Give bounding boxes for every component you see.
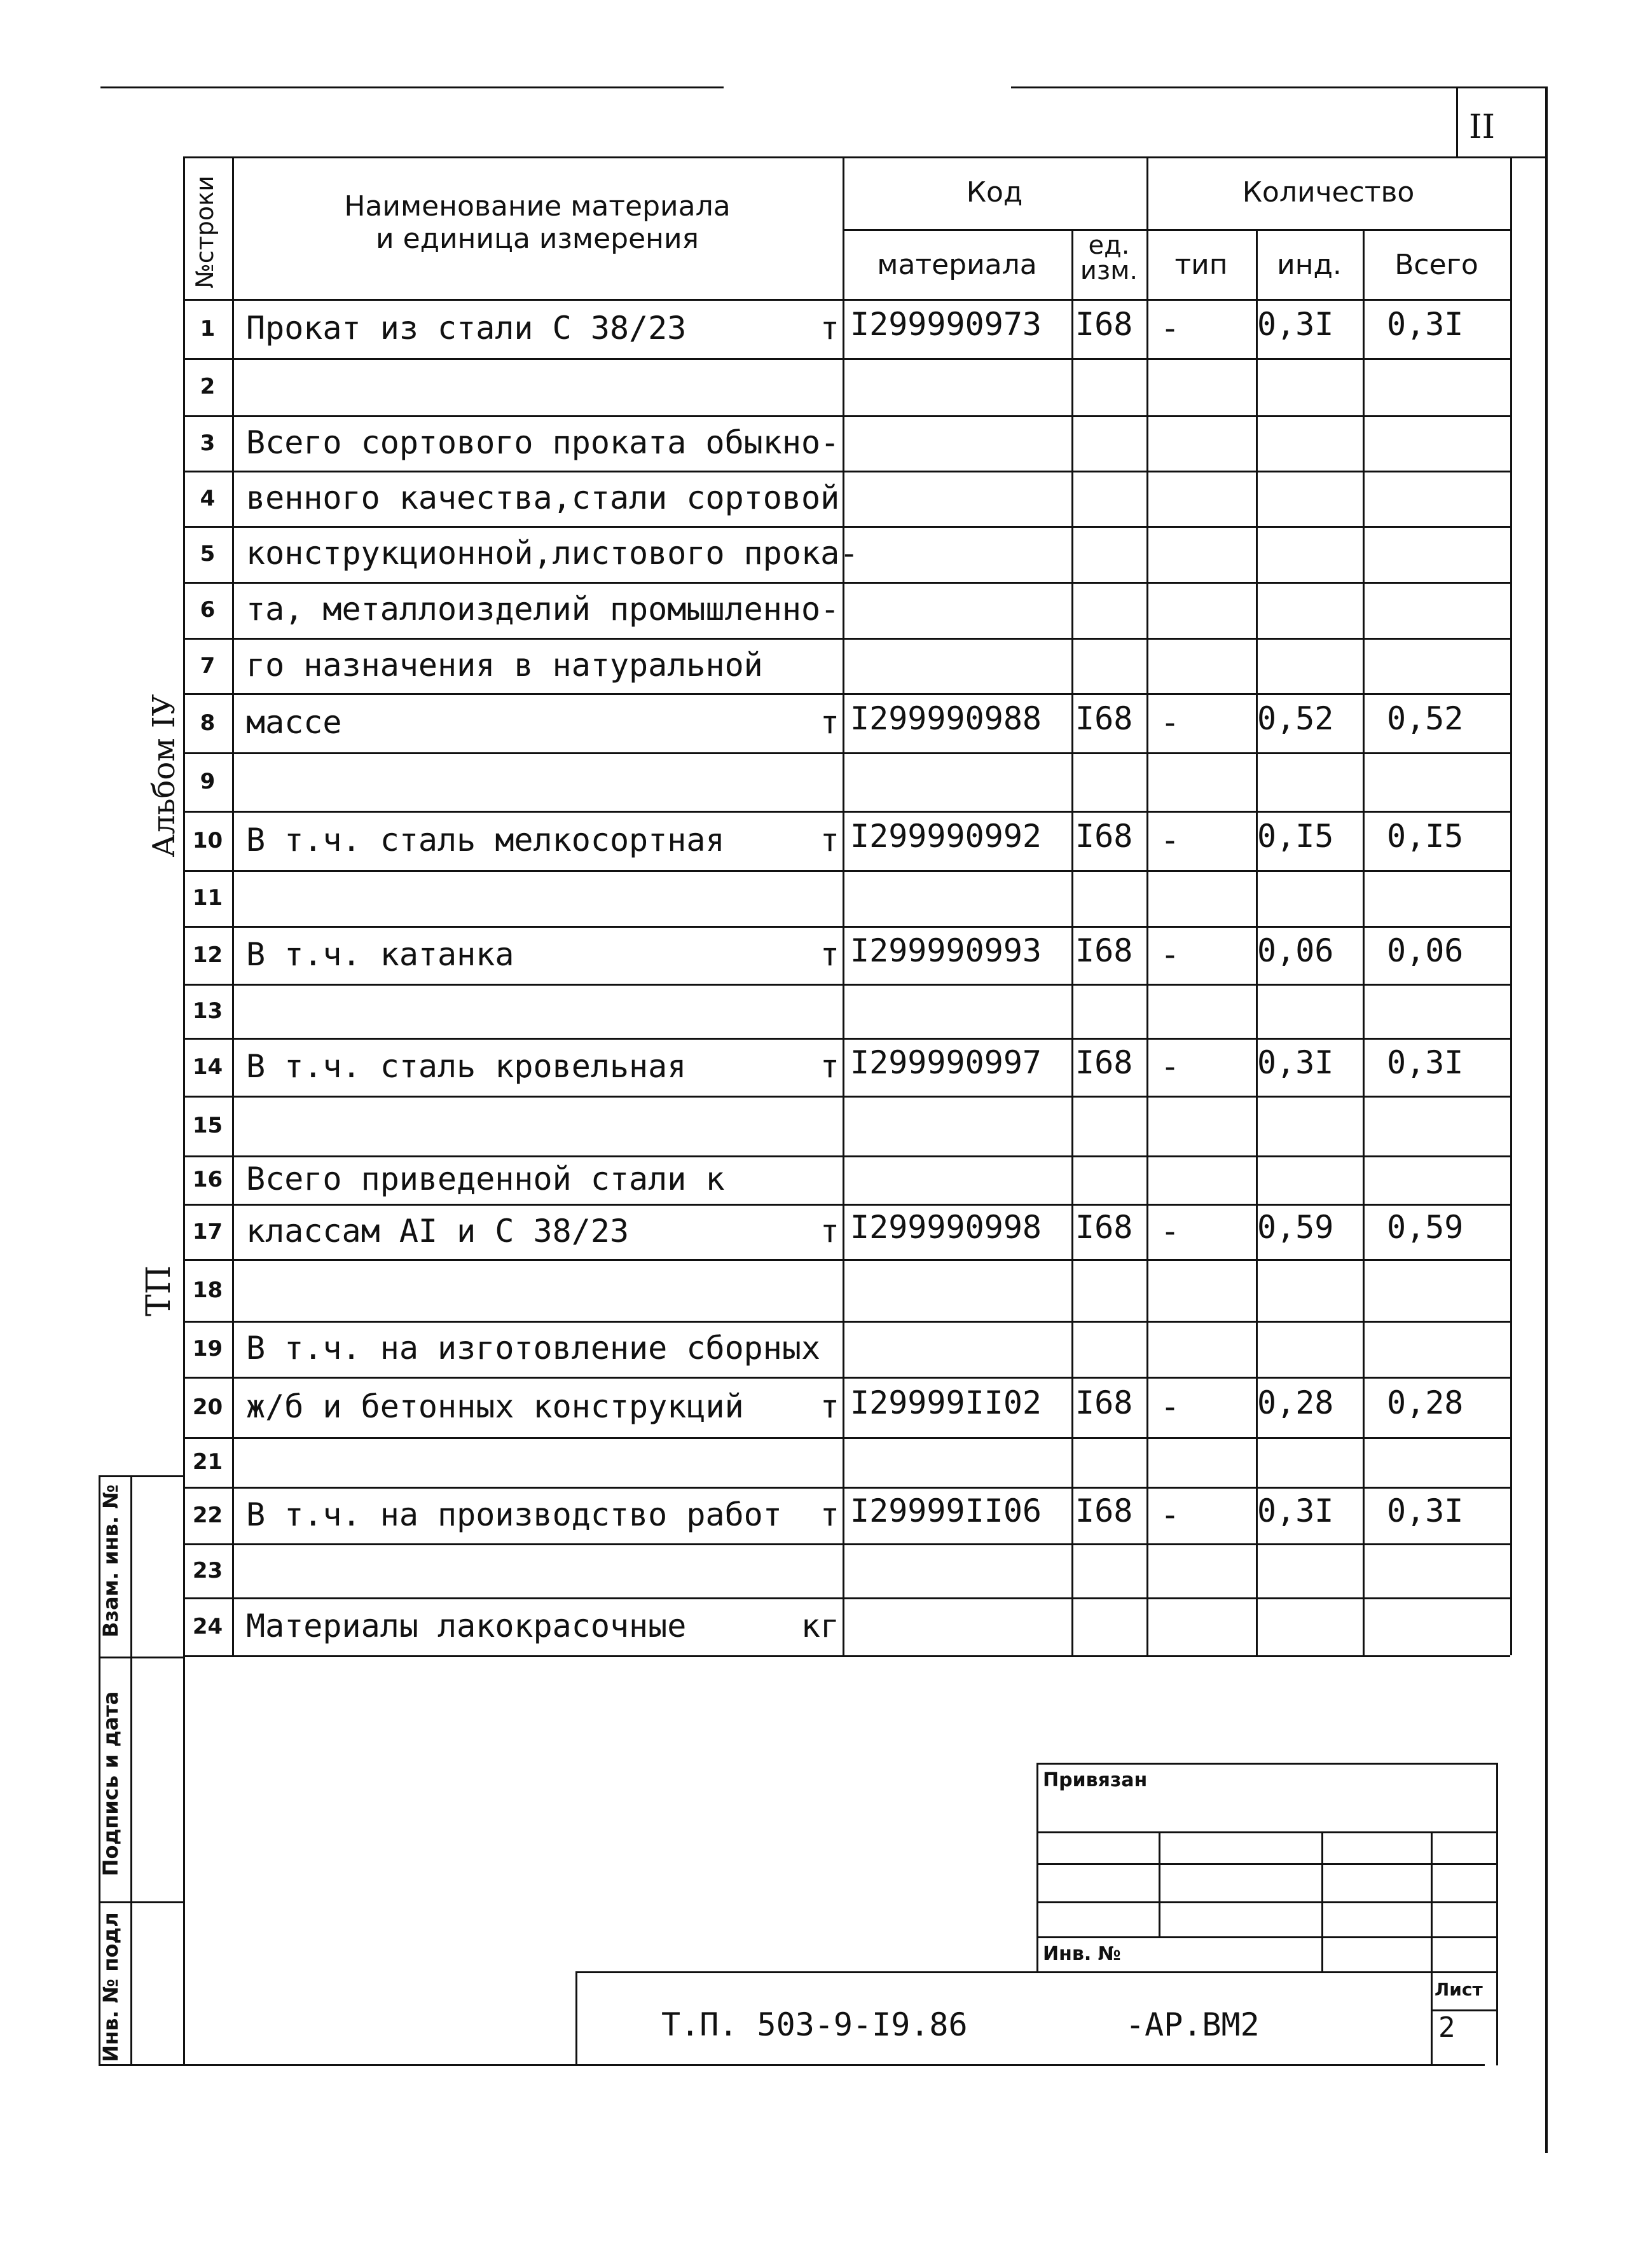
- row-unit: т: [820, 935, 839, 973]
- side-stamp-div-2: [99, 1901, 184, 1903]
- row-name: классам АI и С 38/23: [246, 1212, 630, 1250]
- stamp-row-1: [1036, 1831, 1497, 1833]
- top-border-right: [1011, 86, 1546, 88]
- row-unit: т: [820, 309, 839, 347]
- row-code: I299990988: [850, 699, 1042, 737]
- row-line: [183, 870, 1510, 872]
- row-name: конструкционной,листового прока-: [246, 535, 859, 572]
- stamp-row-4: [1036, 1936, 1497, 1938]
- row-line: [183, 1597, 1510, 1599]
- row-number: 13: [192, 998, 223, 1024]
- row-line: [183, 811, 1510, 813]
- row-number: 7: [200, 652, 216, 679]
- row-unit: т: [820, 821, 839, 858]
- row-code: I299990997: [850, 1044, 1042, 1081]
- row-line: [183, 1259, 1510, 1261]
- col-line-num: [232, 156, 234, 1655]
- row-number: 17: [192, 1218, 223, 1244]
- row-unit: кг: [801, 1607, 839, 1644]
- row-code: I29999II02: [850, 1384, 1042, 1421]
- row-code: I299990992: [850, 817, 1042, 855]
- row-line: [183, 752, 1510, 754]
- row-number: 16: [192, 1167, 223, 1192]
- row-ind: 0,59: [1257, 1208, 1334, 1246]
- row-line: [183, 984, 1510, 986]
- row-ind: 0,3I: [1257, 1044, 1334, 1081]
- document-code: Т.П. 503-9-I9.86: [661, 2006, 968, 2043]
- row-number: 19: [192, 1336, 223, 1361]
- row-number: 22: [192, 1502, 223, 1528]
- row-number: 5: [200, 541, 216, 567]
- row-number: 2: [200, 374, 216, 399]
- row-total: 0,59: [1387, 1208, 1464, 1246]
- row-ed: I68: [1075, 1384, 1133, 1421]
- stamp-row-3: [1036, 1901, 1497, 1903]
- row-line: [183, 926, 1510, 928]
- row-name: массе: [246, 703, 342, 741]
- row-line: [183, 582, 1510, 584]
- stamp-block-left: [1036, 1763, 1038, 1973]
- row-ind: 0,28: [1257, 1384, 1334, 1421]
- row-name: В т.ч. сталь кровельная: [246, 1047, 687, 1085]
- row-number: 1: [200, 315, 216, 341]
- row-unit: т: [820, 703, 839, 741]
- document-suffix: -АР.ВМ2: [1125, 2006, 1260, 2043]
- row-number: 14: [192, 1054, 223, 1080]
- stamp-block-right: [1496, 1763, 1498, 2065]
- row-number: 23: [192, 1557, 223, 1583]
- header-code-material: материала: [877, 249, 1037, 281]
- row-line: [183, 693, 1510, 695]
- row-name: В т.ч. катанка: [246, 935, 514, 973]
- row-ed: I68: [1075, 932, 1133, 969]
- header-qty-total: Всего: [1394, 249, 1478, 281]
- row-type: -: [1160, 1496, 1180, 1533]
- row-number: 18: [192, 1277, 223, 1303]
- table-top-line: [183, 156, 1510, 158]
- sheet-box-left: [1456, 86, 1458, 158]
- row-ed: I68: [1075, 1492, 1133, 1529]
- row-ed: I68: [1075, 305, 1133, 343]
- stamp-col-3: [1431, 1831, 1433, 2065]
- row-number: 24: [192, 1613, 223, 1639]
- sheet-top-number: II: [1469, 108, 1496, 146]
- col-line-name: [843, 156, 844, 1655]
- code-block-left: [575, 1971, 577, 2065]
- stamp-inv-label: Инв. №: [1043, 1943, 1121, 1965]
- row-ind: 0,3I: [1257, 305, 1334, 343]
- top-border-left: [100, 86, 724, 88]
- row-number: 4: [200, 485, 216, 511]
- row-number: 3: [200, 430, 216, 456]
- row-number: 21: [192, 1449, 223, 1475]
- stamp-row-2: [1036, 1863, 1497, 1865]
- row-line: [183, 1437, 1510, 1439]
- stamp-inner-left: [130, 1475, 132, 2065]
- code-block-top: [575, 1971, 1497, 1973]
- row-unit: т: [820, 1496, 839, 1533]
- row-name: Материалы лакокрасочные: [246, 1607, 687, 1644]
- row-unit: т: [820, 1212, 839, 1250]
- row-name: Всего сортового проката обыкно-: [246, 424, 840, 461]
- col-line-ind: [1363, 229, 1365, 1655]
- row-line: [183, 1543, 1510, 1545]
- col-line-qty: [1146, 156, 1148, 1655]
- row-type: -: [1160, 1388, 1180, 1425]
- row-number: 15: [192, 1113, 223, 1138]
- stamp-block-top: [1036, 1763, 1497, 1765]
- row-code: I299990998: [850, 1208, 1042, 1246]
- row-name: Всего приведенной стали к: [246, 1161, 725, 1197]
- row-number: 6: [200, 597, 216, 623]
- row-line: [183, 526, 1510, 528]
- right-border: [1545, 86, 1548, 2153]
- row-total: 0,28: [1387, 1384, 1464, 1421]
- row-total: 0,52: [1387, 699, 1464, 737]
- side-stamp-bottom: [99, 2064, 1485, 2066]
- row-name: В т.ч. на производство работ: [246, 1496, 782, 1533]
- row-number: 10: [192, 827, 223, 853]
- row-name: та, металлоизделий промышленно-: [246, 591, 840, 628]
- row-total: 0,3I: [1387, 1492, 1464, 1529]
- row-number: 11: [192, 885, 223, 911]
- row-line: [183, 1321, 1510, 1323]
- header-code-unit: ед. изм.: [1080, 231, 1138, 286]
- col-line-right: [1510, 156, 1512, 1655]
- side-stamp-vzam: Взам. инв. №: [99, 1484, 123, 1637]
- row-name: ж/б и бетонных конструкций: [246, 1388, 744, 1425]
- row-name: го назначения в натуральной: [246, 646, 763, 684]
- row-line: [183, 1096, 1510, 1098]
- row-type: -: [1160, 703, 1180, 741]
- header-name: Наименование материала и единица измерения: [344, 190, 731, 255]
- row-line: [183, 358, 1510, 360]
- row-ed: I68: [1075, 699, 1133, 737]
- row-ed: I68: [1075, 817, 1133, 855]
- header-qty-type: тип: [1174, 249, 1228, 281]
- sheet-label: Лист: [1435, 1979, 1483, 2000]
- row-code: I299990973: [850, 305, 1042, 343]
- row-type: -: [1160, 935, 1180, 973]
- row-name: венного качества,стали сортовой: [246, 479, 840, 516]
- row-unit: т: [820, 1388, 839, 1425]
- row-ind: 0,06: [1257, 932, 1334, 969]
- row-line: [183, 415, 1510, 417]
- row-type: -: [1160, 1212, 1180, 1250]
- row-line: [183, 1377, 1510, 1379]
- side-stamp-div-1: [99, 1657, 184, 1658]
- side-stamp-top: [99, 1475, 184, 1477]
- header-quantity: Количество: [1242, 176, 1415, 209]
- row-total: 0,I5: [1387, 817, 1464, 855]
- row-total: 0,3I: [1387, 1044, 1464, 1081]
- row-unit: т: [820, 1047, 839, 1085]
- row-number: 20: [192, 1394, 223, 1420]
- header-qty-ind: инд.: [1277, 249, 1342, 281]
- row-name: Прокат из стали С 38/23: [246, 309, 687, 347]
- row-line: [183, 1204, 1510, 1206]
- row-ind: 0,I5: [1257, 817, 1334, 855]
- side-label-album: Альбом IУ: [146, 694, 182, 858]
- row-number: 8: [200, 710, 216, 736]
- row-code: I299990993: [850, 932, 1042, 969]
- sheet-number: 2: [1438, 2011, 1456, 2044]
- col-line-code-unit: [1071, 229, 1073, 1655]
- row-name: В т.ч. сталь мелкосортная: [246, 821, 725, 858]
- row-line: [183, 471, 1510, 472]
- row-code: I29999II06: [850, 1492, 1042, 1529]
- row-line: [183, 1655, 1510, 1657]
- side-stamp-podpis: Подпись и дата: [99, 1691, 123, 1877]
- row-ind: 0,3I: [1257, 1492, 1334, 1529]
- row-ed: I68: [1075, 1044, 1133, 1081]
- row-line: [183, 638, 1510, 640]
- header-mid-line: [843, 229, 1510, 231]
- row-line: [183, 1487, 1510, 1489]
- stamp-privyazan-label: Привязан: [1043, 1769, 1148, 1791]
- row-type: -: [1160, 821, 1180, 858]
- stamp-col-2: [1321, 1831, 1323, 1971]
- row-total: 0,3I: [1387, 305, 1464, 343]
- row-line: [183, 1155, 1510, 1157]
- header-row-number: №строки: [191, 176, 219, 289]
- row-number: 9: [200, 769, 216, 794]
- row-number: 12: [192, 942, 223, 968]
- row-ind: 0,52: [1257, 699, 1334, 737]
- row-name: В т.ч. на изготовление сборных: [246, 1330, 821, 1367]
- row-total: 0,06: [1387, 932, 1464, 969]
- row-line: [183, 1038, 1510, 1040]
- side-label-tp: ТП: [140, 1265, 178, 1317]
- row-type: -: [1160, 309, 1180, 347]
- row-ed: I68: [1075, 1208, 1133, 1246]
- stamp-col-1: [1159, 1831, 1160, 1936]
- row-type: -: [1160, 1047, 1180, 1085]
- header-code: Код: [966, 176, 1023, 209]
- header-bottom-line: [183, 299, 1510, 301]
- side-stamp-inv-podl: Инв. № подл: [99, 1912, 123, 2062]
